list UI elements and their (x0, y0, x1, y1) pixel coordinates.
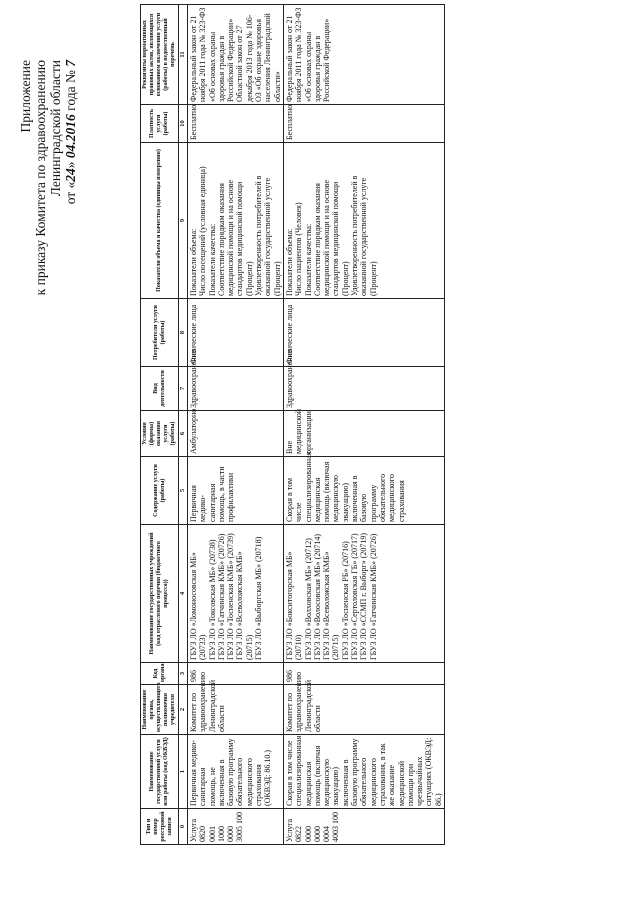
institutions-cell (283, 525, 444, 663)
order-date-line (63, 60, 78, 480)
column-number: 7 (179, 367, 188, 411)
registry-record-cell: Услуга 0820 0001 1000 0000 3005 100 (188, 809, 284, 845)
document-header (18, 60, 78, 480)
service-content-cell: Первичная медико-санитарная помощь, в части профилактики (188, 457, 284, 525)
date-mid: » (63, 161, 78, 169)
table-header-row (141, 5, 179, 845)
payment-cell: Бесплатно (188, 105, 284, 143)
table-row (283, 5, 444, 845)
indicator-line: Число посещений (условная единица) (198, 166, 208, 296)
institution-item: ГБУЗ ЛО «Тосненская КМБ» (20739) (226, 533, 236, 660)
column-header: Платность услуги (работы) (141, 105, 179, 143)
institution-item: ГБУЗ ЛО «Всеволожская КМБ» (20715) (322, 551, 341, 660)
institution-item: ГБУЗ ЛО «Бокситогорская МБ» (20710) (284, 551, 304, 660)
column-number: 10 (179, 105, 188, 143)
indicators-cell (283, 143, 444, 299)
column-header: Код органа (141, 663, 179, 685)
table-row (188, 5, 284, 845)
handwritten-number: 7 (63, 60, 78, 67)
institution-item: ГБУЗ ЛО «Токсовская МБ» (20738) (207, 539, 217, 660)
payment-cell: Бесплатно (283, 105, 444, 143)
authority-cell: Комитет по здравоохранению Ленинградской области (188, 685, 284, 735)
indicator-line: Показатели объема: (189, 228, 198, 296)
column-number: 2 (179, 685, 188, 735)
column-number: 8 (179, 299, 188, 367)
column-header: Вид деятельности (141, 367, 179, 411)
institution-item: ГБУЗ ЛО «Выборгская МБ» (20718) (254, 536, 264, 660)
services-registry-table (140, 4, 445, 845)
indicator-line: Показатели качества: (303, 223, 313, 296)
column-header: Потребители услуги (работы) (141, 299, 179, 367)
indicator-line: Число пациентов (Человек) (294, 202, 304, 296)
date-suffix: года № (63, 70, 78, 111)
column-number: 3 (179, 663, 188, 685)
indicator-line: Удовлетворенность потребителей в оказанной государственной услуге (Процент) (350, 175, 378, 296)
activity-type-cell: Здравоохранение (283, 367, 444, 411)
column-number: 0 (179, 809, 188, 845)
institution-item: ГБУЗ ЛО «Ломоносовская МБ» (20733) (189, 552, 208, 660)
column-number: 11 (179, 5, 188, 105)
column-header: Наименование государственных учреждений (код отраслевого перечня (бюджетного процесса)) (141, 525, 179, 663)
institution-item: ГБУЗ ЛО «Гатчинская КМБ» (20726) (368, 533, 378, 660)
indicator-line: Показатели качества: (207, 223, 217, 296)
order-reference: к приказу Комитета по здравоохранению (33, 60, 48, 296)
indicator-line: Соответствие порядкам оказания медицинской помощи и на основе стандартов медицинской помощи (Процент) (216, 179, 254, 296)
column-header: Показатели объема и качества (единицы измерения) (141, 143, 179, 299)
institution-item: ГБУЗ ЛО «Всеволожская КМБ» (20715) (235, 551, 254, 660)
authority-code-cell: 986 (283, 663, 444, 685)
column-number-row (179, 5, 188, 845)
authority-code-cell: 986 (188, 663, 284, 685)
institution-item: ГБУЗ ЛО «Гатчинская КМБ» (20726) (216, 533, 226, 660)
column-number: 4 (179, 525, 188, 663)
institution-item: ГБУЗ ЛО «Сертоловская ГБ» (20717) (350, 533, 360, 660)
indicator-line: Соответствие порядкам оказания медицинской помощи и на основе стандартов медицинской помощи (Процент) (312, 179, 350, 296)
handwritten-day: 24 (63, 168, 78, 182)
column-header: Наименование органа, осуществляющего полномочия учредителя (141, 685, 179, 735)
handwritten-month: 04.2016 (63, 114, 78, 159)
legal-acts-cell: Федеральный закон от 21 ноября 2011 года № 323-ФЗ «Об основах охраны здоровья граждан в Российской Федерации» Областной закон от 27 декабря 2013 года № 106-ОЗ «Об охране здоровья населения Ленинградской области» (188, 5, 284, 105)
service-conditions-cell: Вне медицинской организации (283, 411, 444, 457)
service-content-cell: Скорая в том числе специализированная медицинская помощь (включая медицинскую эвакуацию) включенная в базовую программу обязательного медицинского страхования (283, 457, 444, 525)
service-name-cell: Скорая в том числе специализированная медицинская помощь (включая медицинскую эвакуацию) включенная в базовую программу обязательного медицинского страхования, в так же оказание медицинской помощи при чрезвычайных ситуациях (ОКВЭД: 86.) (283, 735, 444, 809)
indicator-line: Показатели объема: (284, 228, 294, 296)
consumers-cell: Физические лица (283, 299, 444, 367)
region-name: Ленинградской области (48, 60, 63, 197)
institutions-cell (188, 525, 284, 663)
indicators-cell (188, 143, 284, 299)
column-number: 1 (179, 735, 188, 809)
authority-cell: Комитет по здравоохранению Ленинградской области (283, 685, 444, 735)
appendix-title: Приложение (18, 60, 33, 133)
column-number: 5 (179, 457, 188, 525)
service-name-cell: Первичная медико-санитарная помощь, не включенная в базовую программу обязательного медицинского страхования (ОКВЭД: 86.10.) (188, 735, 284, 809)
legal-acts-cell: Федеральный закон от 21 ноября 2011 года № 323-ФЗ «Об основах охраны здоровья граждан в Российской Федерации» (283, 5, 444, 105)
indicator-line: Удовлетворенность потребителей в оказанной государственной услуге (Процент) (254, 175, 282, 296)
column-header: Наименование государственной услуги или работы (код ОКВЭД) (141, 735, 179, 809)
column-number: 6 (179, 411, 188, 457)
institution-item: ГБУЗ ЛО «Тосненская РБ» (20716) (340, 541, 350, 660)
activity-type-cell: Здравоохранение (188, 367, 284, 411)
column-header: Условия (формы) оказания услуги (работы) (141, 411, 179, 457)
institution-item: ГБУЗ ЛО «ССМП г. Выборг» (20719) (359, 532, 369, 660)
column-header: Реквизиты нормативных правовых актов, являющихся основанием включения услуги (работы) в ведомственный перечень (141, 5, 179, 105)
institution-item: ГБУЗ ЛО «Волховская МБ» (20712) (303, 538, 313, 660)
date-prefix: от « (63, 181, 78, 205)
column-header: Тип и номер реестровой записи (141, 809, 179, 845)
column-number: 9 (179, 143, 188, 299)
registry-record-cell: Услуга 0822 0000 0000 0004 4003 100 (283, 809, 444, 845)
consumers-cell: Физические лица (188, 299, 284, 367)
column-header: Содержание услуги (работы) (141, 457, 179, 525)
institution-item: ГБУЗ ЛО «Волосовская МБ» (20714) (312, 534, 322, 660)
service-conditions-cell: Амбулаторно (188, 411, 284, 457)
